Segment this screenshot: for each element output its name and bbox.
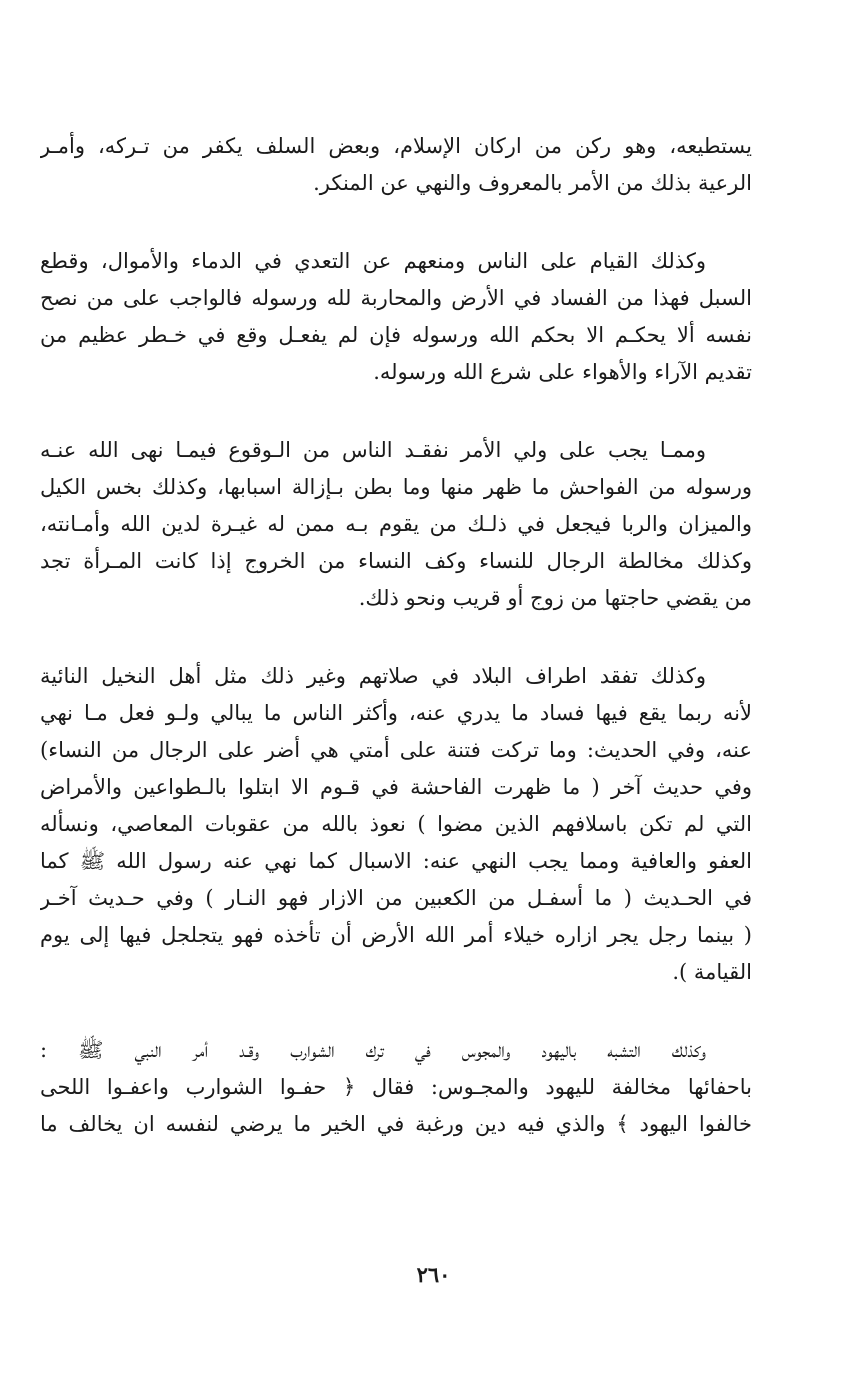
text-line: في الحـديث ( ما أسفـل من الكعبين من الازار فهو النـار ) وفي حـديث آخـر	[40, 886, 752, 910]
text-line: وكذلك القيام على الناس ومنعهم عن التعدي في الدماء والأموال، وقطع	[40, 249, 706, 273]
text-line: وممـا يجب على ولي الأمر نفقـد الناس من الـوقوع فيمـا نهى الله عنـه	[40, 438, 706, 462]
page-number: ٢٦٠	[416, 1262, 451, 1287]
text-line: التي لم تكن باسلافهم الذين مضوا ) نعوذ بالله من عقوبات المعاصي، ونسأله	[40, 812, 752, 836]
paragraph-1	[40, 128, 752, 202]
text-line: نفسه ألا يحكـم الا بحكم الله ورسوله فإن لم يفعـل وقع في خـطر عظيم من	[40, 323, 752, 347]
text-line: العفو والعافية ومما يجب النهي عنه: الاسبال كما نهي عنه رسول الله ﷺ كما	[40, 849, 752, 873]
text-line: ورسوله من الفواحش ما ظهر منها وما بطن بـإزالة اسبابها، وكذلك بخس الكيل	[40, 475, 752, 499]
text-line: وكذلك مخالطة الرجال للنساء وكف النساء من الخروج إذا كانت المـرأة تجد	[40, 549, 752, 573]
text-line: من يقضي حاجتها من زوج أو قريب ونحو ذلك.	[358, 586, 752, 610]
paragraph-2	[40, 243, 752, 391]
text-line: والميزان والربا فيجعل في ذلـك من يقوم بـه ممن له غيـرة لدين الله وأمـانته،	[40, 512, 752, 536]
paragraph-4	[40, 658, 752, 991]
text-line: تقديم الآراء والأهواء على شرع الله ورسوله.	[373, 360, 752, 384]
paragraph-5	[40, 1032, 752, 1143]
text-line: عنه، وفي الحديث: وما تركت فتنة على أمتي هي أضر على الرجال من النساء)	[40, 738, 752, 762]
text-line: وكذلك تفقد اطراف البلاد في صلاتهم وغير ذلك مثل أهل النخيل النائية	[40, 664, 706, 688]
text-line: وكذلك التشبه باليهود والمجوس في ترك الشوارب وقـد أمر النبي ﷺ :	[40, 1038, 706, 1062]
text-line: القيامة ).	[672, 960, 752, 984]
text-line: لأنه ربما يقع فيها فساد ما يدري عنه، وأكثر الناس ما يبالي ولـو فعل مـا نهي	[40, 701, 752, 725]
text-line: ( بينما رجل يجر ازاره خيلاء أمر الله الأرض أن تأخذه فهو يتجلجل فيها إلى يوم	[40, 923, 752, 947]
paragraph-3	[40, 432, 752, 617]
text-line: يستطيعه، وهو ركن من اركان الإسلام، وبعض السلف يكفر من تـركه، وأمـر	[40, 134, 752, 158]
page-body	[40, 128, 752, 1184]
text-line: وفي حديث آخر ( ما ظهرت الفاحشة في قـوم الا ابتلوا بالـطواعين والأمراض	[40, 775, 752, 799]
text-line: باحفائها مخالفة لليهود والمجـوس: فقال ﴿ حفـوا الشوارب واعفـوا اللحى	[40, 1075, 752, 1099]
text-line: خالفوا اليهود ﴾ والذي فيه دين ورغبة في الخير ما يرضي لنفسه ان يخالف ما	[40, 1112, 752, 1136]
text-line: الرعية بذلك من الأمر بالمعروف والنهي عن المنكر.	[313, 171, 752, 195]
text-line: السبل فهذا من الفساد في الأرض والمحاربة لله ورسوله فالواجب على من نصح	[40, 286, 752, 310]
